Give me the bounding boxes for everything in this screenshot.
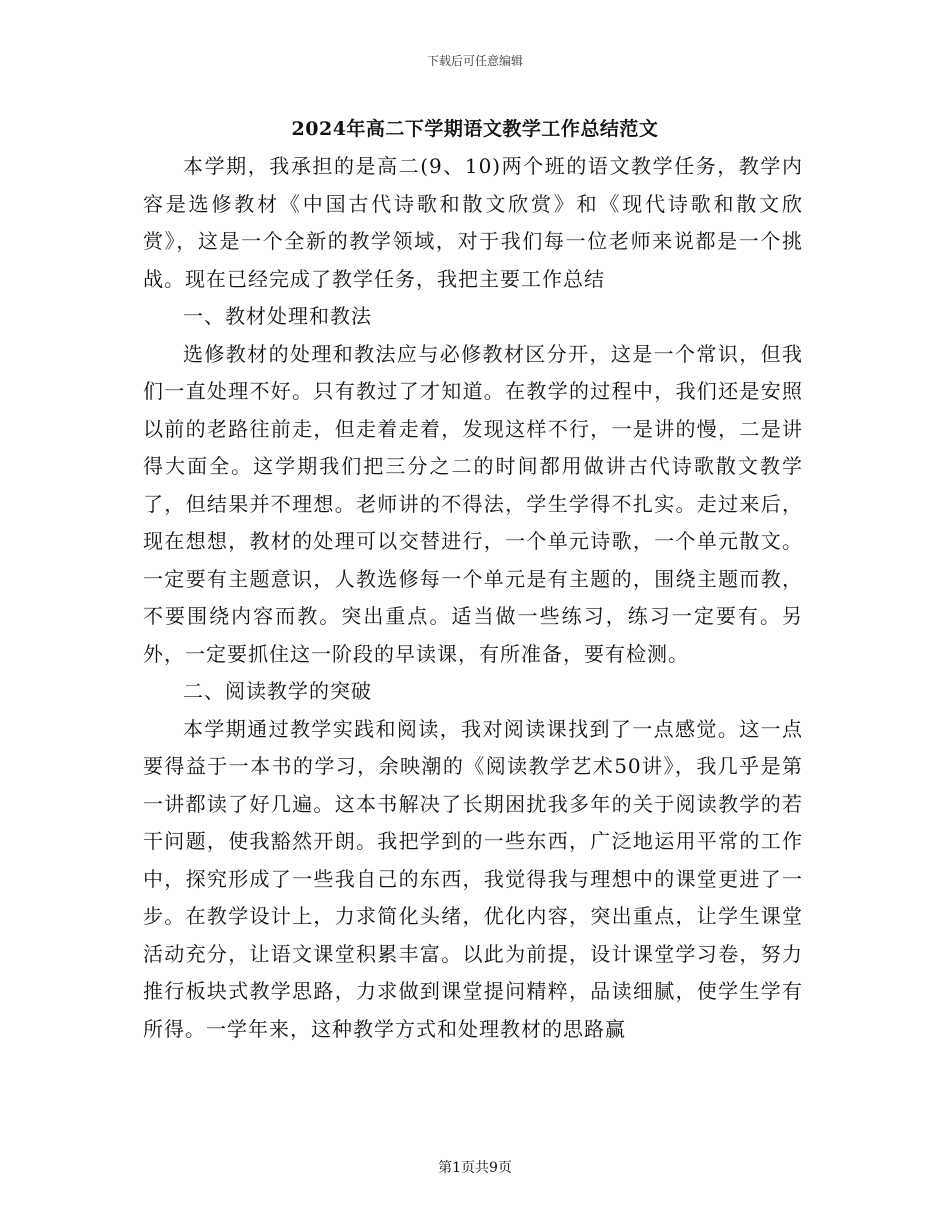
section-heading-2: 二、阅读教学的突破 <box>183 679 372 703</box>
paragraph-intro: 本学期，我承担的是高二(9、10)两个班的语文教学任务，教学内容是选修教材《中国古代诗歌和散文欣赏》和《现代诗歌和散文欣赏》，这是一个全新的教学领域，对于我们每一位老师来说都是一个挑战。现在已经完成了教学任务，我把主要工作总结 <box>143 154 803 291</box>
section-heading-1: 一、教材处理和教法 <box>183 304 372 328</box>
document-body <box>143 148 803 1048</box>
page-number-indicator: 第1页共9页 <box>438 1160 512 1176</box>
document-title: 2024年高二下学期语文教学工作总结范文 <box>291 118 659 140</box>
paragraph-section-2: 本学期通过教学实践和阅读，我对阅读课找到了一点感觉。这一点要得益于一本书的学习，余映潮的《阅读教学艺术50讲》，我几乎是第一讲都读了好几遍。这本书解决了长期困扰我多年的关于阅读教学的若干问题，使我豁然开朗。我把学到的一些东西，广泛地运用平常的工作中，探究形成了一些我自己的东西，我觉得我与理想中的课堂更进了一步。在教学设计上，力求简化头绪，优化内容，突出重点，让学生课堂活动充分，让语文课堂积累丰富。以此为前提，设计课堂学习卷，努力推行板块式教学思路，力求做到课堂提问精粹，品读细腻，使学生学有所得。一学年来，这种教学方式和处理教材的思路赢 <box>143 716 803 1041</box>
page-header-note: 下载后可任意编辑 <box>426 54 523 68</box>
paragraph-section-1: 选修教材的处理和教法应与必修教材区分开，这是一个常识，但我们一直处理不好。只有教过了才知道。在教学的过程中，我们还是安照以前的老路往前走，但走着走着，发现这样不行，一是讲的慢，二是讲得大面全。这学期我们把三分之二的时间都用做讲古代诗歌散文教学了，但结果并不理想。老师讲的不得法，学生学得不扎实。走过来后，现在想想，教材的处理可以交替进行，一个单元诗歌，一个单元散文。一定要有主题意识，人教选修每一个单元是有主题的，围绕主题而教，不要围绕内容而教。突出重点。适当做一些练习，练习一定要有。另外，一定要抓住这一阶段的早读课，有所准备，要有检测。 <box>143 341 803 666</box>
